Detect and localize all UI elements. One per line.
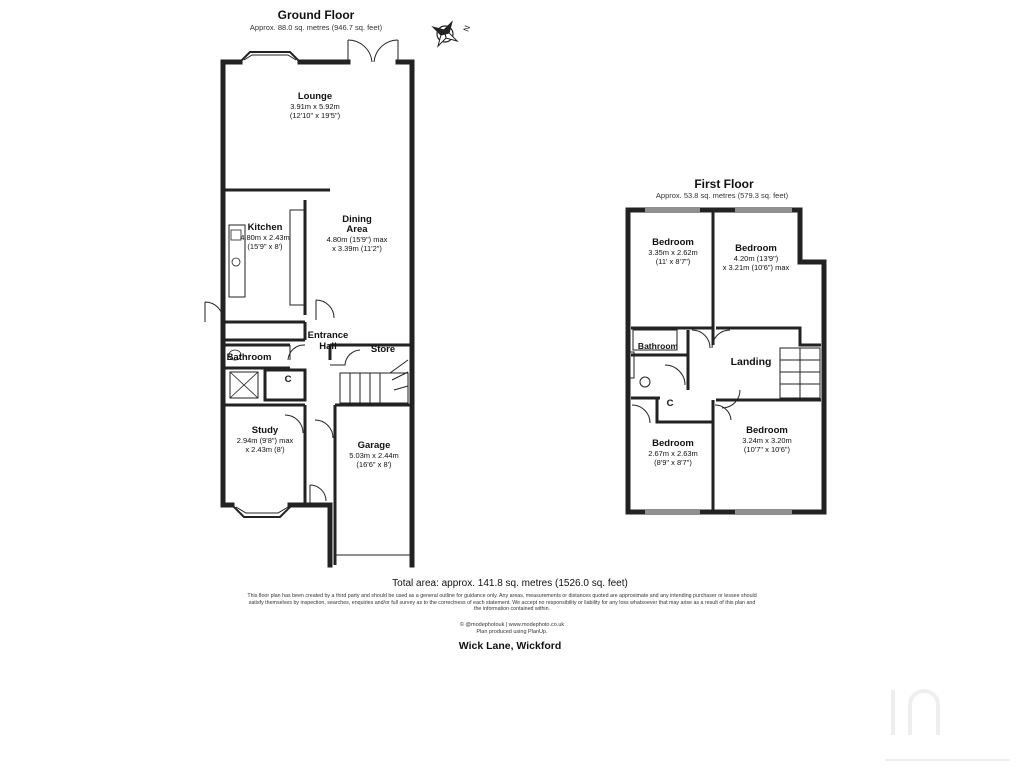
room-bedroom-3 (648, 438, 698, 467)
room-name: Kitchen (247, 222, 283, 233)
ground-floor-title: Ground Floor (277, 8, 355, 22)
room-name: Bedroom (652, 438, 694, 449)
disclaimer (212, 593, 812, 613)
credit-line: © @modephotouk | www.modephoto.co.uk (459, 622, 565, 628)
first-floor-area: Approx. 53.8 sq. metres (579.3 sq. feet) (655, 191, 789, 200)
room-dim: x 2.43m (8') (245, 445, 285, 454)
room-bathroom: Bathroom (226, 352, 272, 363)
study-bay-window (232, 505, 292, 517)
room-dim: 2.94m (9'8") max (236, 436, 294, 445)
room-dim: 3.24m x 3.20m (742, 436, 792, 445)
room-cupboard: C (284, 374, 292, 385)
room-bedroom-2 (723, 243, 790, 272)
room-name: Bedroom (746, 425, 788, 436)
room-dim: (12'10" x 19'5") (289, 111, 341, 120)
room-kitchen (240, 222, 290, 251)
room-dim: (16'6" x 8') (356, 460, 392, 469)
room-dim: 4.80m (15'9") max (326, 235, 388, 244)
room-lounge (290, 91, 340, 120)
credit-line: Plan produced using PlanUp. (476, 629, 548, 635)
property-address: Wick Lane, Wickford (458, 640, 562, 652)
room-dim: (8'9" x 8'7") (654, 458, 692, 467)
room-name: Lounge (297, 91, 333, 102)
room-dim: 5.03m x 2.44m (349, 451, 399, 460)
watermark-logo (885, 690, 1010, 760)
room-dim: (11' x 8'7") (655, 257, 691, 266)
room-name: Garage (357, 440, 391, 451)
room-dim: 4.80m x 2.43m (240, 233, 290, 242)
total-area: Total area: approx. 141.8 sq. metres (1526.0 sq. feet) (392, 578, 628, 589)
room-dim: 3.91m x 5.92m (290, 102, 340, 111)
room-landing: Landing (730, 356, 772, 368)
room-dining-area (327, 215, 388, 253)
room-name: Study (251, 425, 279, 436)
compass-north-label: N (461, 24, 473, 33)
room-dim: 4.20m (13'9") (733, 254, 779, 263)
room-name: Hall (319, 341, 337, 352)
disclaimer-line: This floor plan has been created by a third party and should be used as a general outline for guidance only. Any areas, measurements or distances quoted are approximate and any intending purchaser or lessee should (247, 593, 757, 599)
room-dim: (15'9" x 8') (247, 242, 283, 251)
room-dim: (10'7" x 10'6") (743, 445, 791, 454)
room-dim: x 3.21m (10'6") max (722, 263, 790, 272)
room-dim: 3.35m x 2.62m (648, 248, 698, 257)
room-name: Bedroom (652, 237, 694, 248)
room-entrance-hall (308, 330, 349, 352)
room-name: Bedroom (735, 243, 777, 254)
room-bedroom-1 (648, 237, 698, 266)
compass-rose (431, 20, 458, 47)
room-name: Area (346, 224, 368, 235)
ground-floor-area: Approx. 88.0 sq. metres (946.7 sq. feet) (249, 23, 383, 32)
room-dim: x 3.39m (11'2") (332, 244, 382, 253)
room-store: Store (370, 344, 396, 355)
room-name: Entrance (307, 330, 349, 341)
room-name: Dining (342, 214, 372, 225)
disclaimer-line: satisfy themselves by inspection, searches, enquiries and/or full survey as to the correctness of each statement. We accept no responsibility or liability for any loss whatsoever that may arise as a result of this plan and (248, 599, 756, 606)
room-study (237, 425, 294, 454)
room-bathroom-first: Bathroom (637, 341, 679, 351)
room-dim: 2.67m x 2.63m (648, 449, 698, 458)
first-floor-title: First Floor (694, 177, 754, 191)
disclaimer-line: the information contained within. (474, 606, 550, 613)
credit (412, 622, 612, 636)
room-garage (349, 440, 399, 469)
room-bedroom-4 (742, 425, 792, 454)
lounge-french-doors (348, 40, 398, 62)
room-cupboard-first: C (666, 398, 674, 409)
